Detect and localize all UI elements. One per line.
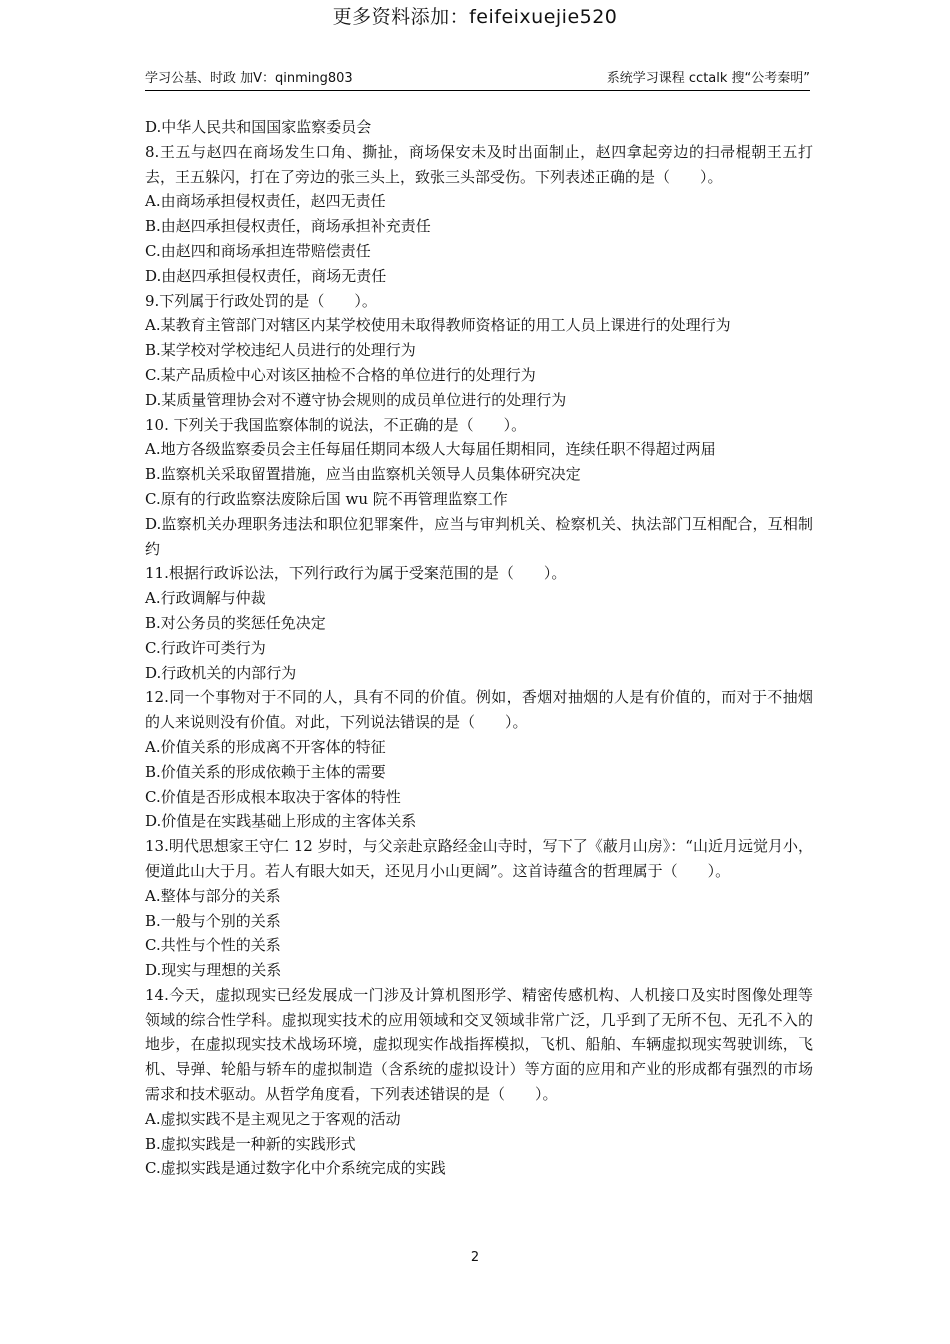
question-10: 10. 下列关于我国监察体制的说法，不正确的是（ ）。 xyxy=(145,415,527,434)
option-line: D.行政机关的内部行为 xyxy=(145,663,297,682)
question-13: 13.明代思想家王守仁 12 岁时，与父亲赴京路经金山寺时，写下了《蔽月山房》：“山近月远觉月小，便道此山大于月。若人有眼大如天，还见月小山更阔”。这首诗蕴含的哲理属于（ ）。 xyxy=(145,837,813,880)
option-line: C.共性与个性的关系 xyxy=(145,936,281,955)
option-line: A.行政调解与仲裁 xyxy=(145,589,266,608)
option-line: C.某产品质检中心对该区抽检不合格的单位进行的处理行为 xyxy=(145,365,536,384)
option-line: D.现实与理想的关系 xyxy=(145,961,282,980)
question-8: 8.王五与赵四在商场发生口角、撕扯，商场保安未及时出面制止，赵四拿起旁边的扫帚棍朝王五打去，王五躲闪，打在了旁边的张三头上，致张三头部受伤。下列表述正确的是（ ）。 xyxy=(145,142,813,186)
option-line: D.监察机关办理职务违法和职位犯罪案件，应当与审判机关、检察机关、执法部门互相配合，互相制约 xyxy=(145,514,813,558)
watermark-banner: 更多资料添加：feifeixuejie520 xyxy=(332,6,618,28)
header-left-text: 学习公基、时政 加V：qinming803 xyxy=(145,71,353,86)
option-line: D.由赵四承担侵权责任，商场无责任 xyxy=(145,266,387,285)
option-line: D.某质量管理协会对不遵守协会规则的成员单位进行的处理行为 xyxy=(145,390,567,409)
option-line: C.价值是否形成根本取决于客体的特性 xyxy=(145,787,401,806)
document-body xyxy=(145,115,813,1181)
option-line: A.由商场承担侵权责任，赵四无责任 xyxy=(145,192,386,211)
option-line: D.中华人民共和国国家监察委员会 xyxy=(145,118,372,136)
question-12: 12.同一个事物对于不同的人，具有不同的价值。例如，香烟对抽烟的人是有价值的，而对于不抽烟的人来说则没有价值。对此，下列说法错误的是（ ）。 xyxy=(145,688,813,732)
question-14: 14.今天，虚拟现实已经发展成一门涉及计算机图形学、精密传感机构、人机接口及实时图像处理等领域的综合性学科。虚拟现实技术的应用领域和交叉领域非常广泛，几乎到了无所不包、无孔不入的地步，在虚拟现实技术战场环境，虚拟现实作战指挥模拟，飞机、船舶、车辆虚拟现实驾驶训练，飞机、导弹、轮船与轿车的虚拟制造（含系统的虚拟设计）等方面的应用和产业的形成都有强烈的市场需求和技术驱动。从哲学角度看，下列表述错误的是（ ）。 xyxy=(145,985,813,1104)
option-line: D.价值是在实践基础上形成的主客体关系 xyxy=(145,812,417,831)
page-header xyxy=(145,66,810,91)
header-right-text: 系统学习课程 cctalk 搜“公考秦明” xyxy=(606,71,810,86)
option-line: B.虚拟实践是一种新的实践形式 xyxy=(145,1134,356,1153)
option-line: B.监察机关采取留置措施，应当由监察机关领导人员集体研究决定 xyxy=(145,465,581,484)
option-line: A.地方各级监察委员会主任每届任期同本级人大每届任期相同，连续任职不得超过两届 xyxy=(145,440,716,459)
option-line: C.虚拟实践是通过数字化中介系统完成的实践 xyxy=(145,1159,446,1178)
option-line: C.由赵四和商场承担连带赔偿责任 xyxy=(145,241,371,260)
question-9: 9.下列属于行政处罚的是（ ）。 xyxy=(145,291,377,310)
option-line: B.一般与个别的关系 xyxy=(145,911,281,930)
option-line: B.价值关系的形成依赖于主体的需要 xyxy=(145,762,386,781)
option-line: A.整体与部分的关系 xyxy=(145,886,281,905)
option-line: A.某教育主管部门对辖区内某学校使用未取得教师资格证的用工人员上课进行的处理行为 xyxy=(145,316,731,335)
option-line: C.原有的行政监察法废除后国 wu 院不再管理监察工作 xyxy=(145,489,508,508)
option-line: B.某学校对学校违纪人员进行的处理行为 xyxy=(145,341,416,360)
page-number: 2 xyxy=(470,1250,480,1265)
question-11: 11.根据行政诉讼法，下列行政行为属于受案范围的是（ ）。 xyxy=(145,564,567,583)
option-line: B.对公务员的奖惩任免决定 xyxy=(145,613,326,632)
option-line: A.价值关系的形成离不开客体的特征 xyxy=(145,737,386,756)
option-line: C.行政许可类行为 xyxy=(145,638,266,657)
option-line: A.虚拟实践不是主观见之于客观的活动 xyxy=(145,1109,401,1128)
option-line: B.由赵四承担侵权责任，商场承担补充责任 xyxy=(145,217,431,236)
